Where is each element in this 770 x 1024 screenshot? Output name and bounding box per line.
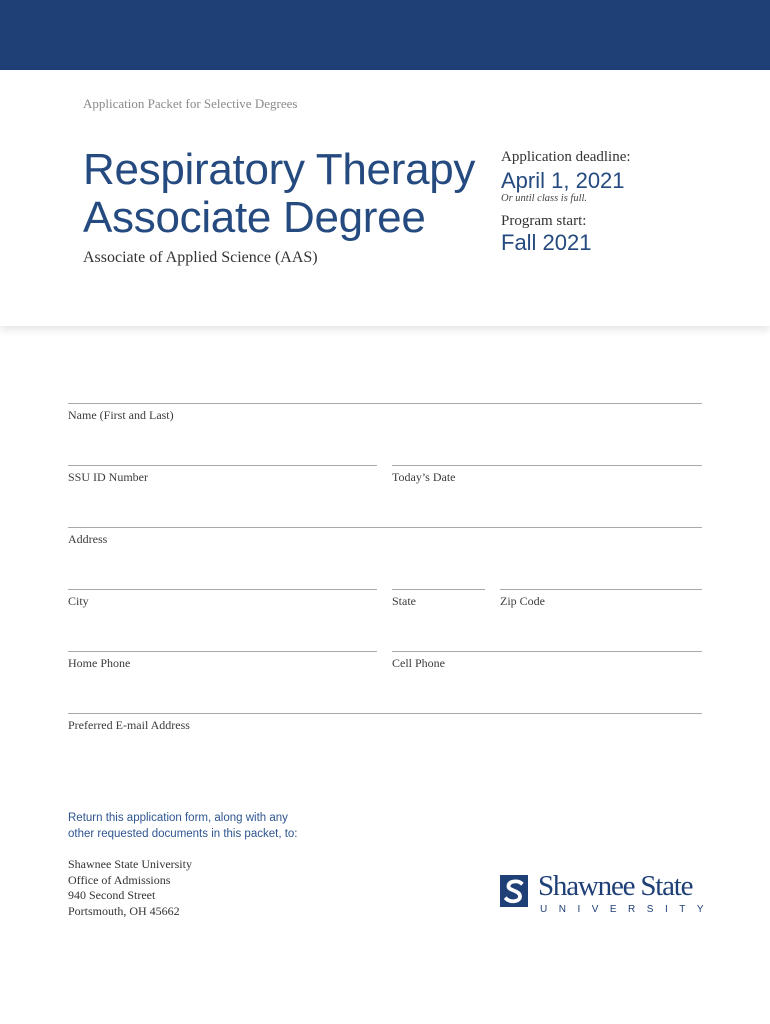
city-field-label: City bbox=[68, 594, 89, 608]
address-field[interactable] bbox=[68, 527, 702, 547]
deadline-note: Or until class is full. bbox=[501, 193, 588, 204]
cell-phone-field[interactable] bbox=[392, 651, 702, 671]
program-start-label: Program start: bbox=[501, 213, 587, 229]
logo-name: Shawnee State bbox=[538, 870, 693, 902]
zip-code-field[interactable] bbox=[500, 589, 702, 609]
deadline-date: April 1, 2021 bbox=[501, 168, 625, 193]
name-field[interactable] bbox=[68, 403, 702, 423]
home-phone-field[interactable] bbox=[68, 651, 377, 671]
address-field-line[interactable] bbox=[68, 527, 702, 528]
email-field-line[interactable] bbox=[68, 713, 702, 714]
ssu-id-field-label: SSU ID Number bbox=[68, 470, 148, 484]
page-title bbox=[83, 146, 475, 242]
packet-label: Application Packet for Selective Degrees bbox=[83, 96, 298, 111]
logo-subtitle: UNIVERSITY bbox=[540, 904, 716, 915]
university-logo bbox=[500, 870, 716, 922]
university-logo-mark-icon bbox=[500, 875, 528, 907]
cell-phone-field-line[interactable] bbox=[392, 651, 702, 652]
address-line-2: Office of Admissions bbox=[68, 872, 171, 887]
ssu-id-field-line[interactable] bbox=[68, 465, 377, 466]
ssu-id-field[interactable] bbox=[68, 465, 377, 485]
todays-date-field-line[interactable] bbox=[392, 465, 702, 466]
address-line-3: 940 Second Street bbox=[68, 888, 156, 902]
address-field-label: Address bbox=[68, 532, 108, 546]
address-line-1: Shawnee State University bbox=[68, 857, 192, 871]
state-field-line[interactable] bbox=[392, 589, 485, 590]
top-banner bbox=[0, 0, 770, 70]
cell-phone-field-label: Cell Phone bbox=[392, 656, 445, 670]
name-field-line[interactable] bbox=[68, 403, 702, 404]
zip-code-field-line[interactable] bbox=[500, 589, 702, 590]
todays-date-field-label: Today’s Date bbox=[392, 470, 456, 484]
email-field-label: Preferred E-mail Address bbox=[68, 718, 190, 732]
home-phone-field-label: Home Phone bbox=[68, 656, 131, 670]
state-field-label: State bbox=[392, 594, 416, 608]
deadline-label: Application deadline: bbox=[501, 149, 631, 165]
address-line-4: Portsmouth, OH 45662 bbox=[68, 903, 180, 918]
zip-code-field-label: Zip Code bbox=[500, 594, 545, 608]
title-line-1: Respiratory Therapy bbox=[83, 145, 476, 194]
city-field[interactable] bbox=[68, 589, 377, 609]
todays-date-field[interactable] bbox=[392, 465, 702, 485]
home-phone-field-line[interactable] bbox=[68, 651, 377, 652]
degree-type: Associate of Applied Science (AAS) bbox=[83, 249, 318, 266]
title-line-2: Associate Degree bbox=[83, 193, 426, 242]
program-start-term: Fall 2021 bbox=[501, 230, 592, 255]
return-instructions-line-2: other requested documents in this packet, to: bbox=[68, 828, 298, 840]
mailing-address bbox=[68, 857, 192, 919]
state-field[interactable] bbox=[392, 589, 485, 609]
city-field-line[interactable] bbox=[68, 589, 377, 590]
email-field[interactable] bbox=[68, 713, 702, 733]
return-instructions bbox=[68, 810, 368, 842]
return-instructions-line-1: Return this application form, along with any bbox=[68, 812, 288, 824]
name-field-label: Name (First and Last) bbox=[68, 408, 174, 422]
